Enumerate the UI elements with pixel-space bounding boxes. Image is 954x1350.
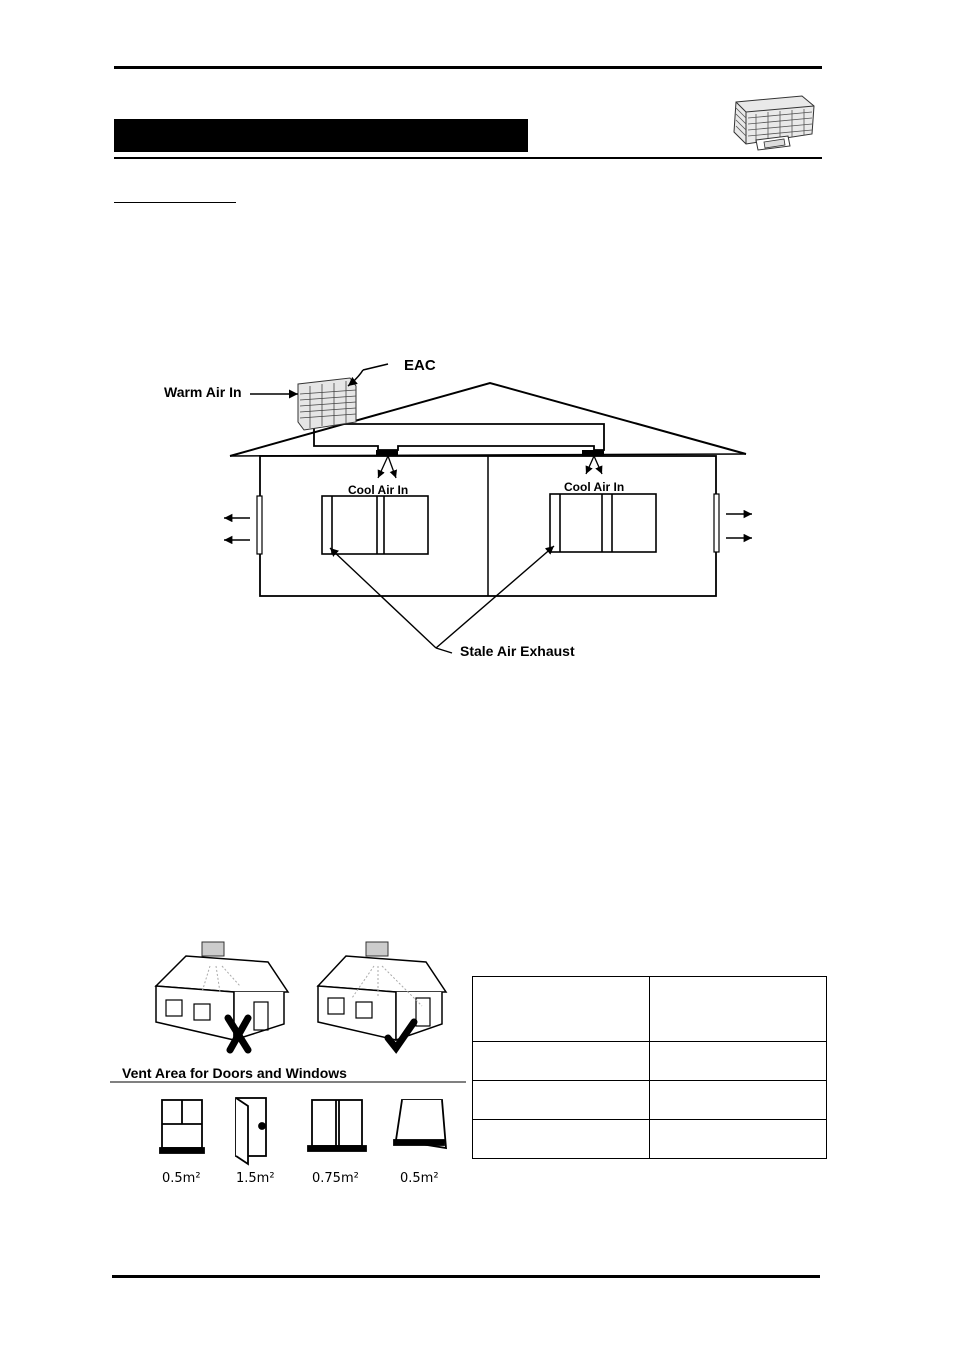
vent-area-caption-3: 0.75m² bbox=[312, 1171, 359, 1186]
duct-outlet-right bbox=[582, 450, 604, 456]
vent-area-heading: Vent Area for Doors and Windows bbox=[122, 1065, 347, 1081]
eac-unit-icon bbox=[298, 378, 356, 430]
table-cell bbox=[650, 1042, 827, 1081]
table-cell bbox=[473, 1120, 650, 1159]
sliding-window-icon bbox=[308, 1100, 366, 1151]
window-right bbox=[550, 494, 656, 552]
table-cell bbox=[473, 977, 650, 1042]
duct bbox=[314, 424, 604, 450]
cooler-unit-icon bbox=[726, 88, 818, 152]
airflow-diagram bbox=[150, 350, 790, 670]
duct-outlet-left bbox=[376, 450, 398, 456]
vent-area-caption-4: 0.5m² bbox=[400, 1171, 439, 1186]
table-cell bbox=[650, 1120, 827, 1159]
awning-window-icon bbox=[394, 1100, 446, 1148]
window-left bbox=[322, 496, 428, 554]
closed-house-icon bbox=[156, 942, 288, 1040]
header-top-rule bbox=[114, 66, 822, 69]
table-cell bbox=[650, 1081, 827, 1120]
double-hung-window-icon bbox=[160, 1100, 204, 1153]
footer-rule bbox=[112, 1275, 820, 1278]
ventilated-house-icon bbox=[318, 942, 446, 1040]
table-row bbox=[473, 1120, 827, 1159]
vent-area-caption-1: 0.5m² bbox=[162, 1171, 201, 1186]
header-bottom-rule bbox=[114, 157, 822, 159]
eac-label: EAC bbox=[404, 357, 436, 374]
table-cell bbox=[473, 1042, 650, 1081]
open-door-icon bbox=[236, 1098, 266, 1164]
table-cell bbox=[650, 977, 827, 1042]
section-title-bar bbox=[114, 119, 528, 152]
table-row bbox=[473, 1042, 827, 1081]
cool-air-in-label-right: Cool Air In bbox=[564, 480, 625, 494]
side-vent-left bbox=[257, 496, 262, 554]
table-row bbox=[473, 977, 827, 1042]
vent-area-caption-2: 1.5m² bbox=[236, 1171, 275, 1186]
vent-illustration bbox=[110, 936, 470, 1192]
subheading-underline bbox=[114, 202, 236, 203]
vent-requirements-table bbox=[472, 976, 827, 1159]
table-row bbox=[473, 1081, 827, 1120]
table-cell bbox=[473, 1081, 650, 1120]
warm-air-in-label: Warm Air In bbox=[164, 384, 242, 400]
stale-air-exhaust-label: Stale Air Exhaust bbox=[460, 643, 575, 659]
cool-air-in-label-left: Cool Air In bbox=[348, 483, 409, 497]
side-vent-right bbox=[714, 494, 719, 552]
